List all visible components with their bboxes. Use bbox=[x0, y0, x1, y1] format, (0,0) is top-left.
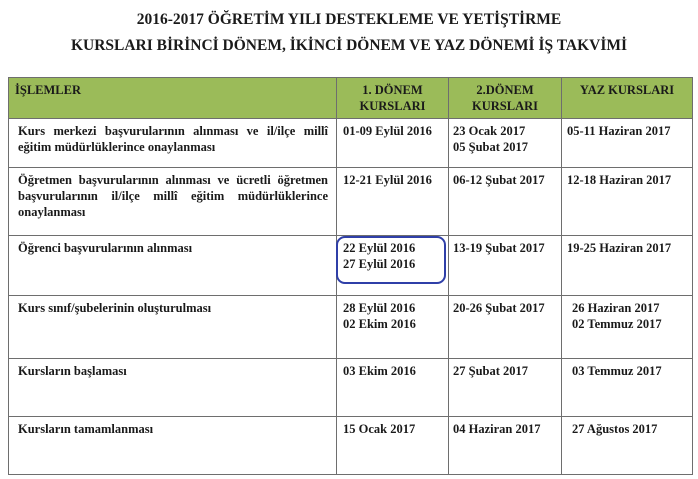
header-islemler: İŞLEMLER bbox=[9, 78, 337, 119]
schedule-table bbox=[8, 77, 693, 475]
cell-donem1 bbox=[337, 359, 449, 417]
date-text: 01-09 Eylül 2016 bbox=[343, 124, 432, 138]
table-row bbox=[9, 119, 693, 168]
header-donem2-line1: 2.DÖNEM bbox=[476, 83, 534, 97]
date-text: 02 Ekim 2016 bbox=[343, 317, 416, 331]
date-text: 06-12 Şubat 2017 bbox=[453, 173, 545, 187]
date-text: 03 Ekim 2016 bbox=[343, 364, 416, 378]
cell-donem2 bbox=[449, 359, 562, 417]
document-title-line-2: KURSLARI BİRİNCİ DÖNEM, İKİNCİ DÖNEM VE YAZ DÖNEMİ İŞ TAKVİMİ bbox=[70, 37, 628, 54]
islem-text: Öğrenci başvurularının alınması bbox=[18, 241, 193, 255]
cell-donem2 bbox=[449, 296, 562, 359]
cell-yaz bbox=[562, 296, 693, 359]
cell-yaz bbox=[562, 168, 693, 236]
cell-yaz bbox=[562, 236, 693, 296]
date-text: 12-18 Haziran 2017 bbox=[567, 173, 672, 187]
date-text: 27 Şubat 2017 bbox=[453, 364, 529, 378]
date-text: 23 Ocak 2017 bbox=[453, 124, 526, 138]
date-text: 05 Şubat 2017 bbox=[453, 140, 529, 154]
cell-donem2 bbox=[449, 236, 562, 296]
date-text: 15 Ocak 2017 bbox=[343, 422, 416, 436]
header-donem2 bbox=[449, 78, 562, 119]
cell-donem1 bbox=[337, 236, 449, 296]
cell-islem bbox=[9, 236, 337, 296]
date-text: 13-19 Şubat 2017 bbox=[453, 241, 545, 255]
date-text: 19-25 Haziran 2017 bbox=[567, 241, 672, 255]
cell-islem bbox=[9, 296, 337, 359]
cell-yaz bbox=[562, 119, 693, 168]
table-row bbox=[9, 168, 693, 236]
date-text: 20-26 Şubat 2017 bbox=[453, 301, 545, 315]
date-text: 04 Haziran 2017 bbox=[453, 422, 541, 436]
date-text: 02 Temmuz 2017 bbox=[572, 317, 662, 331]
cell-donem2 bbox=[449, 119, 562, 168]
cell-islem bbox=[9, 359, 337, 417]
date-text: 05-11 Haziran 2017 bbox=[567, 124, 671, 138]
header-donem1 bbox=[337, 78, 449, 119]
date-text: 26 Haziran 2017 bbox=[572, 301, 660, 315]
cell-islem bbox=[9, 119, 337, 168]
header-row bbox=[9, 78, 693, 119]
date-text: 12-21 Eylül 2016 bbox=[343, 173, 432, 187]
highlighted-dates bbox=[343, 240, 442, 272]
table-row bbox=[9, 359, 693, 417]
date-text: 27 Eylül 2016 bbox=[343, 257, 416, 271]
cell-islem bbox=[9, 417, 337, 475]
cell-donem2 bbox=[449, 168, 562, 236]
cell-donem1 bbox=[337, 168, 449, 236]
cell-donem1 bbox=[337, 296, 449, 359]
islem-text: Kurs sınıf/şubelerinin oluşturulması bbox=[18, 301, 212, 315]
cell-islem bbox=[9, 168, 337, 236]
table-row bbox=[9, 417, 693, 475]
cell-yaz bbox=[562, 359, 693, 417]
islem-text: Kursların tamamlanması bbox=[18, 422, 154, 436]
date-text: 03 Temmuz 2017 bbox=[572, 364, 662, 378]
date-text: 22 Eylül 2016 bbox=[343, 241, 416, 255]
document-title-line-1: 2016-2017 ÖĞRETİM YILI DESTEKLEME VE YETİŞTİRME bbox=[136, 11, 562, 28]
cell-donem2 bbox=[449, 417, 562, 475]
islem-text: Kurs merkezi başvurularının alınması ve il/ilçe millî eğitim müdürlüklerince onaylanması bbox=[18, 124, 328, 154]
table-row bbox=[9, 236, 693, 296]
header-donem2-line2: KURSLARI bbox=[472, 99, 538, 113]
header-donem1-line1: 1. DÖNEM bbox=[362, 83, 423, 97]
islem-text: Öğretmen başvurularının alınması ve ücretli öğretmen başvurularının il/ilçe millî eğitim müdürlüklerince onaylanması bbox=[18, 173, 328, 219]
cell-donem1 bbox=[337, 119, 449, 168]
header-donem1-line2: KURSLARI bbox=[359, 99, 426, 113]
islem-text: Kursların başlaması bbox=[18, 364, 127, 378]
cell-donem1 bbox=[337, 417, 449, 475]
cell-yaz bbox=[562, 417, 693, 475]
date-text: 27 Ağustos 2017 bbox=[572, 422, 658, 436]
header-yaz: YAZ KURSLARI bbox=[562, 78, 693, 119]
table-row bbox=[9, 296, 693, 359]
date-text: 28 Eylül 2016 bbox=[343, 301, 416, 315]
